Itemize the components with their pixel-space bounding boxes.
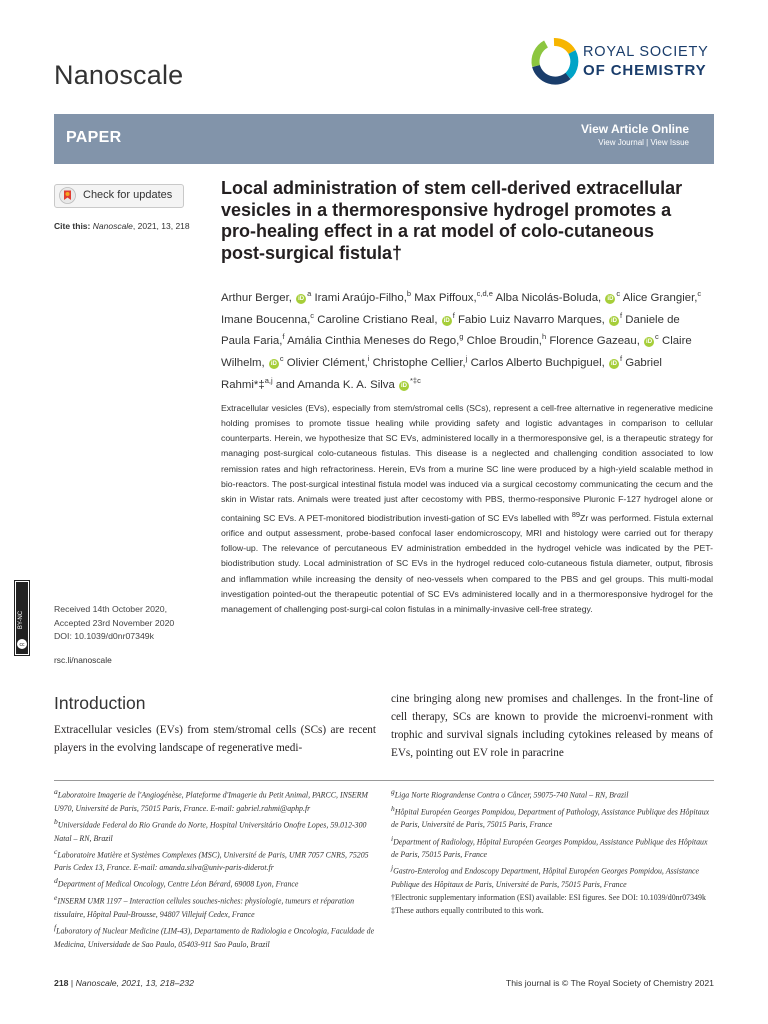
affiliation-text: Department of Medical Oncology, Centre Léon Bérard, 69008 Lyon, France (57, 880, 299, 890)
affiliations-left (54, 785, 379, 951)
orcid-icon[interactable]: iD (443, 317, 450, 324)
footer-citation: Nanoscale, 2021, 13, 218–232 (75, 978, 194, 988)
author-affiliation: a (307, 289, 312, 298)
affiliation-text: Liga Norte Riograndense Contra o Câncer, 59075-740 Natal – RN, Brazil (394, 790, 629, 800)
author-name: Arthur Berger, (221, 291, 292, 304)
copyright-notice: This journal is © The Royal Society of Chemistry 2021 (505, 978, 714, 988)
author-name: Caroline Cristiano Real, (317, 313, 438, 326)
affiliation-mark: f (54, 922, 57, 932)
affiliation-mark: g (391, 787, 395, 796)
orcid-icon[interactable]: iD (646, 339, 653, 346)
citation-info (54, 221, 214, 231)
affiliation-mark: j (391, 863, 394, 873)
check-for-updates-button[interactable] (54, 184, 184, 208)
affiliations-right (391, 785, 716, 917)
page-number: 218 (54, 978, 69, 988)
introduction-heading: Introduction (54, 693, 146, 713)
affiliation-footnote (391, 832, 716, 862)
view-journal-issue-links[interactable]: View Journal | View Issue (598, 138, 689, 147)
author-affiliation: c (655, 332, 659, 342)
abstract (221, 401, 713, 617)
affiliation-text: Laboratory of Nuclear Medicine (LIM-43), Departamento de Radiologia e Oncologia, Faculdade de Medicina, Universidade de Sao Paulo, 05403-911 Sao Paulo, Brazil (54, 926, 375, 949)
author-name: Irami Araújo-Filho, (314, 291, 407, 304)
author-affiliation: c,d,e (476, 289, 493, 298)
author-name: Amália Cinthia Meneses do Rego, (287, 335, 460, 348)
check-for-updates-label: Check for updates (83, 189, 173, 201)
author-name: Imane Boucenna, (221, 313, 311, 326)
affiliation-footnote (391, 861, 716, 891)
cite-journal: Nanoscale (92, 221, 133, 231)
orcid-icon[interactable]: iD (401, 382, 407, 389)
author[interactable] (286, 354, 370, 370)
affiliation-mark: h (391, 803, 395, 813)
affiliation-footnote (54, 785, 379, 815)
author-name: Fabio Luiz Navarro Marques, (457, 313, 605, 326)
journal-name[interactable]: Nanoscale (54, 60, 184, 90)
author[interactable] (221, 310, 315, 326)
orcid-icon[interactable]: iD (611, 317, 618, 324)
bookmark-update-icon (59, 187, 76, 204)
affiliation-footnote (54, 815, 379, 845)
author-affiliation: b (406, 289, 412, 298)
affiliation-text: Hôpital Européen Georges Pompidou, Department of Pathology, Assistance Publique des Hôpitaux de Paris, Université de Paris, 75015 Paris, France (391, 807, 710, 830)
abstract-isotope-superscript: 89 (571, 510, 581, 520)
author-affiliation: c (697, 289, 702, 298)
author-affiliation: a,j (264, 376, 273, 386)
affiliation-text: Laboratoire Imagerie de l'Angiogénèse, Plateforme d'Imagerie du Petit Animal, PARCC, INSERM U970, Université de Paris, 75015 Paris, France. E-mail: gabriel.rahmi@aphp.fr (54, 790, 369, 813)
cite-details: , 2021, 13, 218 (132, 221, 190, 231)
affiliation-text: Gastro-Enterolog and Endoscopy Department, Hôpital Européen Georges Pompidou, Assistance Publique des Hôpitaux de Paris, Université de Paris, 75015 Paris, France (391, 866, 700, 890)
author-affiliation: f (620, 310, 623, 320)
author[interactable] (287, 332, 464, 348)
author-affiliation: c (279, 354, 284, 364)
author[interactable] (372, 354, 468, 370)
journal-link[interactable]: rsc.li/nanoscale (54, 655, 112, 665)
orcid-icon[interactable]: iD (270, 361, 277, 368)
author-affiliation: i (367, 354, 370, 364)
publisher-name-line2: OF CHEMISTRY (583, 62, 707, 79)
author-affiliation: f (282, 332, 285, 342)
esi-note: †Electronic supplementary information (ESI) available: ESI figures. See DOI: 10.1039/d0nr07349k (391, 893, 706, 903)
author-affiliation: c (310, 310, 315, 320)
received-date: Received 14th October 2020, (54, 604, 168, 614)
affiliation-text: Department of Radiology, Hôpital Européen Georges Pompidou, Assistance Publique des Hôpitaux de Paris, 75015 Paris, France (391, 837, 708, 860)
author[interactable] (275, 376, 421, 391)
author-name: Alba Nicolás-Boluda, (495, 291, 602, 304)
affiliation-footnote (54, 921, 379, 951)
introduction-column-right: cine bringing along new promises and challenges. In the front-line of cell therapy, SCs are known to provide the microenvi-ronment with trophic and survival signals including cytokines released by means of EVs, pointing out EV role in paracrine (391, 693, 713, 759)
author[interactable] (549, 332, 659, 348)
author[interactable] (221, 289, 312, 304)
affiliation-mark: i (391, 833, 394, 843)
view-article-online-link[interactable]: View Article Online (580, 122, 689, 136)
accepted-date: Accepted 23rd November 2020 (54, 617, 175, 628)
equal-contribution-note: ‡These authors equally contributed to this work. (391, 906, 544, 916)
affiliation-footnote (54, 874, 379, 891)
affiliation-mark: c (54, 846, 58, 856)
doi[interactable]: DOI: 10.1039/d0nr07349k (54, 631, 154, 641)
author-name: Carlos Alberto Buchpiguel, (470, 357, 605, 370)
orcid-icon[interactable]: iD (298, 295, 305, 302)
author-name: Daniele de Paula Faria, (221, 313, 680, 348)
author-affiliation: h (541, 332, 547, 342)
author-name: Olivier Clément, (286, 357, 368, 370)
affiliation-text: Laboratoire Matière et Systèmes Complexes (MSC), Université de Paris, UMR 7057 CNRS, 75205 Paris Cedex 13, France. E-mail: amanda.silva@univ-paris-diderot.fr (54, 850, 369, 873)
affiliation-text: INSERM UMR 1197 – Interaction cellules souches-niches: physiologie, tumeurs et réparation tissulaire, Hôpital Paul-Brousse, 94807 Villejuif Cedex, France (54, 896, 355, 919)
affiliation-mark: a (54, 787, 58, 796)
author[interactable] (414, 289, 493, 304)
author-affiliation: j (465, 354, 468, 364)
affiliation-mark: b (54, 816, 58, 826)
license-badge-label: BY-NC (18, 610, 24, 630)
author[interactable] (495, 289, 621, 304)
article-type-label: PAPER (66, 129, 122, 146)
page-footer-left (54, 978, 194, 988)
author-affiliation: *‡c (410, 376, 421, 386)
author-name: Florence Gazeau, (549, 335, 640, 348)
author-name: Chloe Broudin, (466, 335, 542, 348)
author-name: Claire Wilhelm, (221, 335, 692, 370)
author-affiliation: g (459, 332, 464, 342)
creative-commons-license-icon[interactable] (14, 580, 30, 656)
footer-separator: | (68, 978, 76, 988)
author[interactable] (457, 310, 623, 326)
author[interactable] (622, 289, 702, 304)
author-list (221, 285, 711, 394)
author-affiliation: c (616, 289, 621, 298)
author[interactable] (314, 289, 412, 304)
footnote-divider (54, 780, 714, 781)
author-name: Christophe Cellier, (372, 357, 466, 370)
orcid-icon[interactable]: iD (607, 295, 614, 302)
article-title: Local administration of stem cell-derived extracellular vesicles in a thermoresponsive hydrogel promotes a pro-healing effect in a rat model of colo-cutaneous post-surgical fistula† (221, 178, 683, 263)
abstract-text-part1: Extracellular vesicles (EVs), especially from stem/stromal cells (SCs), represent a cell-free alternative in regenerative medicine holding promises to promote tissue healing while providing safety and logistic advantages in comparison to cellular counterparts. Herein, we hypothesize that SC EVs, administered locally in a thermoresponsive gel, is a therapeutic strategy for managing post-surgical colo-cutaneous fistulas. This disease is a neglected and challenging condition associated to low remission rates and high refractoriness. Herein, EVs from a murine SC line were produced by a high-yield scalable method in bio-reactors. The post-surgical intestinal fistula model was induced via a surgical cecostomy communicating the cecum and the skin in Wistar rats. Animals were treated just after cecostomy with PBS, thermo-responsive Pluronic F-127 hydrogel alone or containing SC EVs. A PET-monitored biodistribution investi-gation of SC EVs labelled with (221, 403, 713, 523)
orcid-icon[interactable]: iD (610, 361, 617, 368)
author-affiliation: f (619, 354, 623, 364)
affiliation-footnote (391, 802, 716, 832)
affiliation-footnote (54, 891, 379, 921)
introduction-column-left: Extracellular vesicles (EVs) from stem/stromal cells (SCs) are recent players in the evolving landscape of regenerative medi- (54, 724, 376, 754)
author-name: Max Piffoux, (414, 291, 477, 304)
author-name: Alice Grangier, (622, 291, 698, 304)
svg-text:cc: cc (19, 642, 25, 648)
article-history (54, 603, 174, 644)
author-affiliation: f (452, 310, 455, 320)
author[interactable] (317, 310, 455, 326)
author-name: Gabriel Rahmi*‡ (221, 357, 662, 391)
abstract-text-part2: Zr was performed. Fistula external orifice and output assessment, probe-based confocal laser endomicroscopy, MRI and histology were carried out for therapy follow-up. The relevance of percutaneous EV administration embedded in the hydrogel vehicle was indicated by the PET-biodistribution study. Local administration of SC EVs in the hydrogel reduced colo-cutaneous fistula diameter, output, fibrosis and inflammation while increasing the density of neo-vessels when compared to the PBS and gel groups. This multi-modal investigation pointed-out the therapeutic potential of SC EVs administered locally and in a thermoresponsive hydrogel for the management of challenging post-surgi-cal colon fistulas in a minimally-invasive cell-free strategy. (221, 512, 713, 614)
cite-label: Cite this: (54, 221, 91, 231)
author[interactable] (470, 354, 623, 370)
affiliation-footnote (391, 785, 716, 802)
affiliation-footnote (54, 845, 379, 875)
publisher-name-line1: ROYAL SOCIETY (583, 44, 709, 60)
author-name: and Amanda K. A. Silva (275, 378, 395, 391)
affiliation-mark: e (54, 893, 58, 903)
affiliation-mark: d (54, 876, 58, 886)
affiliation-text: Universidade Federal do Rio Grande do Norte, Hospital Universitário Onofre Lopes, 59.012-300 Natal – RN, Brazil (54, 820, 367, 843)
article-type-banner (54, 114, 714, 164)
author[interactable] (466, 332, 547, 348)
